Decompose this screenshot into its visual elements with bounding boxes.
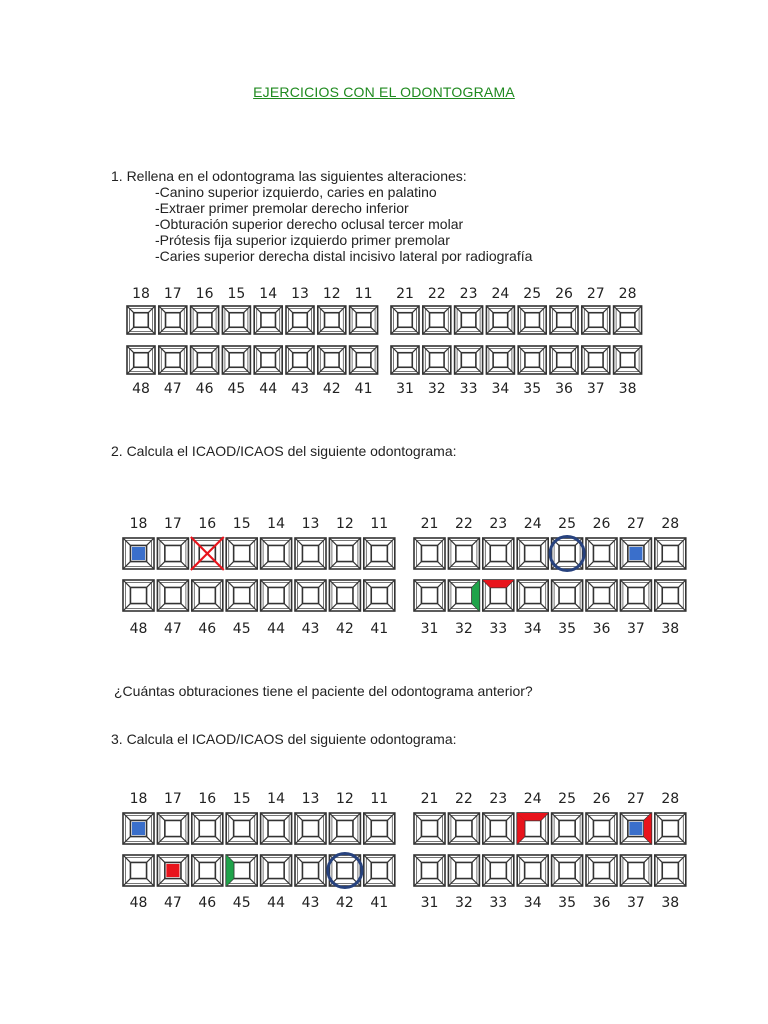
tooth-21 <box>414 538 445 569</box>
tooth-number-label: 38 <box>661 895 680 911</box>
tooth-31 <box>414 855 445 886</box>
tooth-26 <box>586 538 617 569</box>
tooth-number-label: 15 <box>232 791 251 807</box>
tooth-42 <box>329 580 360 611</box>
tooth-43 <box>295 580 326 611</box>
tooth-number-label: 18 <box>129 516 148 532</box>
exercise-1-item: -Prótesis fija superior izquierdo primer premolar <box>155 232 450 248</box>
tooth-16 <box>191 306 219 334</box>
mark-surface-left-24 <box>517 813 524 844</box>
exercise-1-heading: 1. Rellena en el odontograma las siguientes alteraciones: <box>111 168 467 184</box>
tooth-14 <box>261 538 292 569</box>
tooth-11 <box>364 813 395 844</box>
tooth-17 <box>157 813 188 844</box>
tooth-number-label: 45 <box>232 621 251 637</box>
tooth-25 <box>518 306 546 334</box>
tooth-number-label: 34 <box>523 621 542 637</box>
tooth-number-label: 43 <box>301 621 320 637</box>
tooth-number-label: 36 <box>555 381 573 397</box>
tooth-number-label: 43 <box>301 895 320 911</box>
tooth-number-label: 16 <box>198 791 217 807</box>
tooth-26 <box>586 813 617 844</box>
tooth-21 <box>391 306 419 334</box>
tooth-25 <box>552 813 583 844</box>
tooth-number-label: 17 <box>163 286 182 302</box>
tooth-47 <box>157 855 188 886</box>
tooth-number-label: 15 <box>232 516 251 532</box>
tooth-number-label: 21 <box>396 286 414 302</box>
tooth-24 <box>517 538 548 569</box>
tooth-28 <box>655 813 686 844</box>
tooth-26 <box>550 306 578 334</box>
tooth-46 <box>191 346 219 374</box>
tooth-43 <box>295 855 326 886</box>
tooth-15 <box>226 813 257 844</box>
mark-surface-right-32 <box>472 580 479 611</box>
tooth-38 <box>655 580 686 611</box>
exercise-1-item: -Extraer primer premolar derecho inferior <box>155 200 409 216</box>
tooth-41 <box>364 580 395 611</box>
tooth-37 <box>582 346 610 374</box>
tooth-36 <box>550 346 578 374</box>
tooth-number-label: 45 <box>232 895 251 911</box>
tooth-number-label: 31 <box>420 621 439 637</box>
exercise-2-heading: 2. Calcula el ICAOD/ICAOS del siguiente odontograma: <box>111 443 457 459</box>
tooth-number-label: 28 <box>661 791 680 807</box>
tooth-number-label: 41 <box>370 621 389 637</box>
tooth-number-label: 47 <box>163 621 182 637</box>
tooth-22 <box>448 538 479 569</box>
tooth-number-label: 14 <box>259 286 278 302</box>
mark-circle-25 <box>550 536 584 570</box>
tooth-number-label: 35 <box>523 381 542 397</box>
tooth-number-label: 23 <box>459 286 478 302</box>
tooth-number-label: 24 <box>523 791 542 807</box>
tooth-number-label: 48 <box>132 381 150 397</box>
tooth-number-label: 13 <box>291 286 309 302</box>
tooth-11 <box>350 306 378 334</box>
tooth-27 <box>620 538 651 569</box>
odontogram-1 <box>127 286 642 397</box>
tooth-number-label: 16 <box>195 286 214 302</box>
tooth-13 <box>295 538 326 569</box>
tooth-23 <box>483 538 514 569</box>
tooth-24 <box>517 813 548 844</box>
tooth-number-label: 31 <box>396 381 414 397</box>
mark-fill-center-18 <box>132 822 145 835</box>
tooth-16 <box>192 813 223 844</box>
tooth-number-label: 26 <box>592 516 611 532</box>
tooth-number-label: 46 <box>195 381 214 397</box>
tooth-number-label: 48 <box>129 895 148 911</box>
tooth-number-label: 25 <box>523 286 542 302</box>
mark-fill-center-18 <box>132 547 145 560</box>
tooth-number-label: 11 <box>370 516 389 532</box>
tooth-34 <box>517 855 548 886</box>
tooth-number-label: 32 <box>427 381 446 397</box>
tooth-38 <box>655 855 686 886</box>
tooth-34 <box>517 580 548 611</box>
tooth-41 <box>350 346 378 374</box>
tooth-number-label: 47 <box>163 895 182 911</box>
tooth-number-label: 44 <box>259 381 278 397</box>
tooth-23 <box>455 306 483 334</box>
tooth-number-label: 11 <box>354 286 373 302</box>
tooth-number-label: 47 <box>163 381 182 397</box>
tooth-number-label: 12 <box>335 516 354 532</box>
tooth-44 <box>254 346 282 374</box>
tooth-13 <box>295 813 326 844</box>
tooth-number-label: 24 <box>491 286 510 302</box>
tooth-number-label: 35 <box>558 895 577 911</box>
tooth-number-label: 22 <box>427 286 446 302</box>
tooth-24 <box>486 306 514 334</box>
page-title: EJERCICIOS CON EL ODONTOGRAMA <box>253 84 515 100</box>
tooth-18 <box>123 813 154 844</box>
tooth-31 <box>391 346 419 374</box>
tooth-43 <box>286 346 314 374</box>
tooth-number-label: 17 <box>163 516 182 532</box>
exercise-3-heading: 3. Calcula el ICAOD/ICAOS del siguiente odontograma: <box>111 731 457 747</box>
tooth-34 <box>486 346 514 374</box>
tooth-35 <box>518 346 546 374</box>
mark-fill-center-47 <box>166 864 179 877</box>
tooth-28 <box>655 538 686 569</box>
tooth-31 <box>414 580 445 611</box>
tooth-number-label: 41 <box>370 895 389 911</box>
odontogram-2 <box>123 516 686 637</box>
tooth-46 <box>192 855 223 886</box>
tooth-number-label: 25 <box>558 516 577 532</box>
tooth-number-label: 38 <box>661 621 680 637</box>
tooth-number-label: 18 <box>132 286 150 302</box>
tooth-45 <box>226 580 257 611</box>
odontogram-3 <box>123 791 686 911</box>
tooth-48 <box>123 855 154 886</box>
tooth-37 <box>620 855 651 886</box>
tooth-number-label: 21 <box>420 516 439 532</box>
tooth-21 <box>414 813 445 844</box>
tooth-number-label: 35 <box>558 621 577 637</box>
tooth-number-label: 12 <box>335 791 354 807</box>
tooth-number-label: 34 <box>523 895 542 911</box>
tooth-11 <box>364 538 395 569</box>
tooth-number-label: 32 <box>454 621 473 637</box>
tooth-number-label: 38 <box>618 381 637 397</box>
tooth-number-label: 36 <box>592 895 611 911</box>
tooth-17 <box>159 306 187 334</box>
tooth-18 <box>127 306 155 334</box>
tooth-42 <box>329 855 360 886</box>
tooth-number-label: 45 <box>227 381 246 397</box>
tooth-33 <box>483 580 514 611</box>
tooth-number-label: 21 <box>420 791 439 807</box>
mark-surface-top-24 <box>517 813 548 820</box>
tooth-47 <box>157 580 188 611</box>
tooth-number-label: 31 <box>420 895 439 911</box>
tooth-32 <box>423 346 451 374</box>
tooth-14 <box>254 306 282 334</box>
tooth-45 <box>222 346 250 374</box>
tooth-number-label: 34 <box>491 381 510 397</box>
tooth-number-label: 13 <box>301 516 320 532</box>
tooth-16 <box>192 538 223 569</box>
tooth-47 <box>159 346 187 374</box>
tooth-number-label: 41 <box>354 381 373 397</box>
tooth-number-label: 23 <box>489 791 508 807</box>
tooth-number-label: 27 <box>626 791 645 807</box>
tooth-number-label: 14 <box>267 791 286 807</box>
tooth-number-label: 42 <box>322 381 341 397</box>
tooth-46 <box>192 580 223 611</box>
tooth-12 <box>329 813 360 844</box>
tooth-number-label: 27 <box>626 516 645 532</box>
tooth-35 <box>552 580 583 611</box>
exercise-1-item: -Caries superior derecha distal incisivo lateral por radiografía <box>155 248 533 264</box>
tooth-48 <box>123 580 154 611</box>
mark-fill-center-27 <box>629 547 642 560</box>
tooth-number-label: 42 <box>335 895 354 911</box>
tooth-number-label: 15 <box>227 286 246 302</box>
tooth-15 <box>226 538 257 569</box>
tooth-number-label: 27 <box>586 286 605 302</box>
tooth-number-label: 37 <box>626 621 645 637</box>
tooth-number-label: 37 <box>586 381 605 397</box>
tooth-33 <box>455 346 483 374</box>
exercise-2-question: ¿Cuántas obturaciones tiene el paciente del odontograma anterior? <box>114 683 533 699</box>
tooth-number-label: 44 <box>267 895 286 911</box>
tooth-number-label: 33 <box>489 895 508 911</box>
tooth-32 <box>448 855 479 886</box>
tooth-number-label: 33 <box>489 621 508 637</box>
tooth-22 <box>448 813 479 844</box>
tooth-35 <box>552 855 583 886</box>
tooth-number-label: 32 <box>454 895 473 911</box>
mark-surface-right-27 <box>644 813 651 844</box>
tooth-number-label: 46 <box>198 895 217 911</box>
exercise-1-item: -Canino superior izquierdo, caries en palatino <box>155 184 437 200</box>
tooth-17 <box>157 538 188 569</box>
tooth-number-label: 18 <box>129 791 148 807</box>
tooth-44 <box>261 855 292 886</box>
tooth-12 <box>329 538 360 569</box>
mark-surface-left-45 <box>226 855 233 886</box>
tooth-33 <box>483 855 514 886</box>
tooth-number-label: 17 <box>163 791 182 807</box>
tooth-number-label: 26 <box>555 286 573 302</box>
tooth-number-label: 12 <box>322 286 341 302</box>
tooth-number-label: 26 <box>592 791 611 807</box>
tooth-number-label: 13 <box>301 791 320 807</box>
tooth-28 <box>614 306 642 334</box>
tooth-15 <box>222 306 250 334</box>
tooth-36 <box>586 580 617 611</box>
tooth-number-label: 44 <box>267 621 286 637</box>
tooth-number-label: 16 <box>198 516 217 532</box>
tooth-42 <box>318 346 346 374</box>
tooth-number-label: 24 <box>523 516 542 532</box>
tooth-25 <box>552 538 583 569</box>
tooth-number-label: 36 <box>592 621 611 637</box>
tooth-number-label: 43 <box>291 381 309 397</box>
tooth-number-label: 23 <box>489 516 508 532</box>
tooth-14 <box>261 813 292 844</box>
tooth-18 <box>123 538 154 569</box>
tooth-number-label: 25 <box>558 791 577 807</box>
tooth-number-label: 28 <box>618 286 637 302</box>
tooth-44 <box>261 580 292 611</box>
tooth-37 <box>620 580 651 611</box>
tooth-number-label: 22 <box>454 791 473 807</box>
tooth-38 <box>614 346 642 374</box>
mark-surface-top-33 <box>483 580 514 587</box>
tooth-27 <box>582 306 610 334</box>
mark-fill-center-27 <box>629 822 642 835</box>
tooth-number-label: 14 <box>267 516 286 532</box>
tooth-number-label: 28 <box>661 516 680 532</box>
tooth-48 <box>127 346 155 374</box>
tooth-36 <box>586 855 617 886</box>
tooth-number-label: 33 <box>459 381 478 397</box>
tooth-32 <box>448 580 479 611</box>
mark-cross-16 <box>191 537 224 570</box>
tooth-number-label: 11 <box>370 791 389 807</box>
tooth-number-label: 46 <box>198 621 217 637</box>
exercise-1-item: -Obturación superior derecho oclusal tercer molar <box>155 216 464 232</box>
tooth-number-label: 22 <box>454 516 473 532</box>
tooth-12 <box>318 306 346 334</box>
tooth-45 <box>226 855 257 886</box>
tooth-27 <box>620 813 651 844</box>
tooth-41 <box>364 855 395 886</box>
tooth-number-label: 48 <box>129 621 148 637</box>
tooth-22 <box>423 306 451 334</box>
tooth-23 <box>483 813 514 844</box>
tooth-number-label: 42 <box>335 621 354 637</box>
tooth-number-label: 37 <box>626 895 645 911</box>
tooth-13 <box>286 306 314 334</box>
mark-circle-42 <box>328 853 362 887</box>
